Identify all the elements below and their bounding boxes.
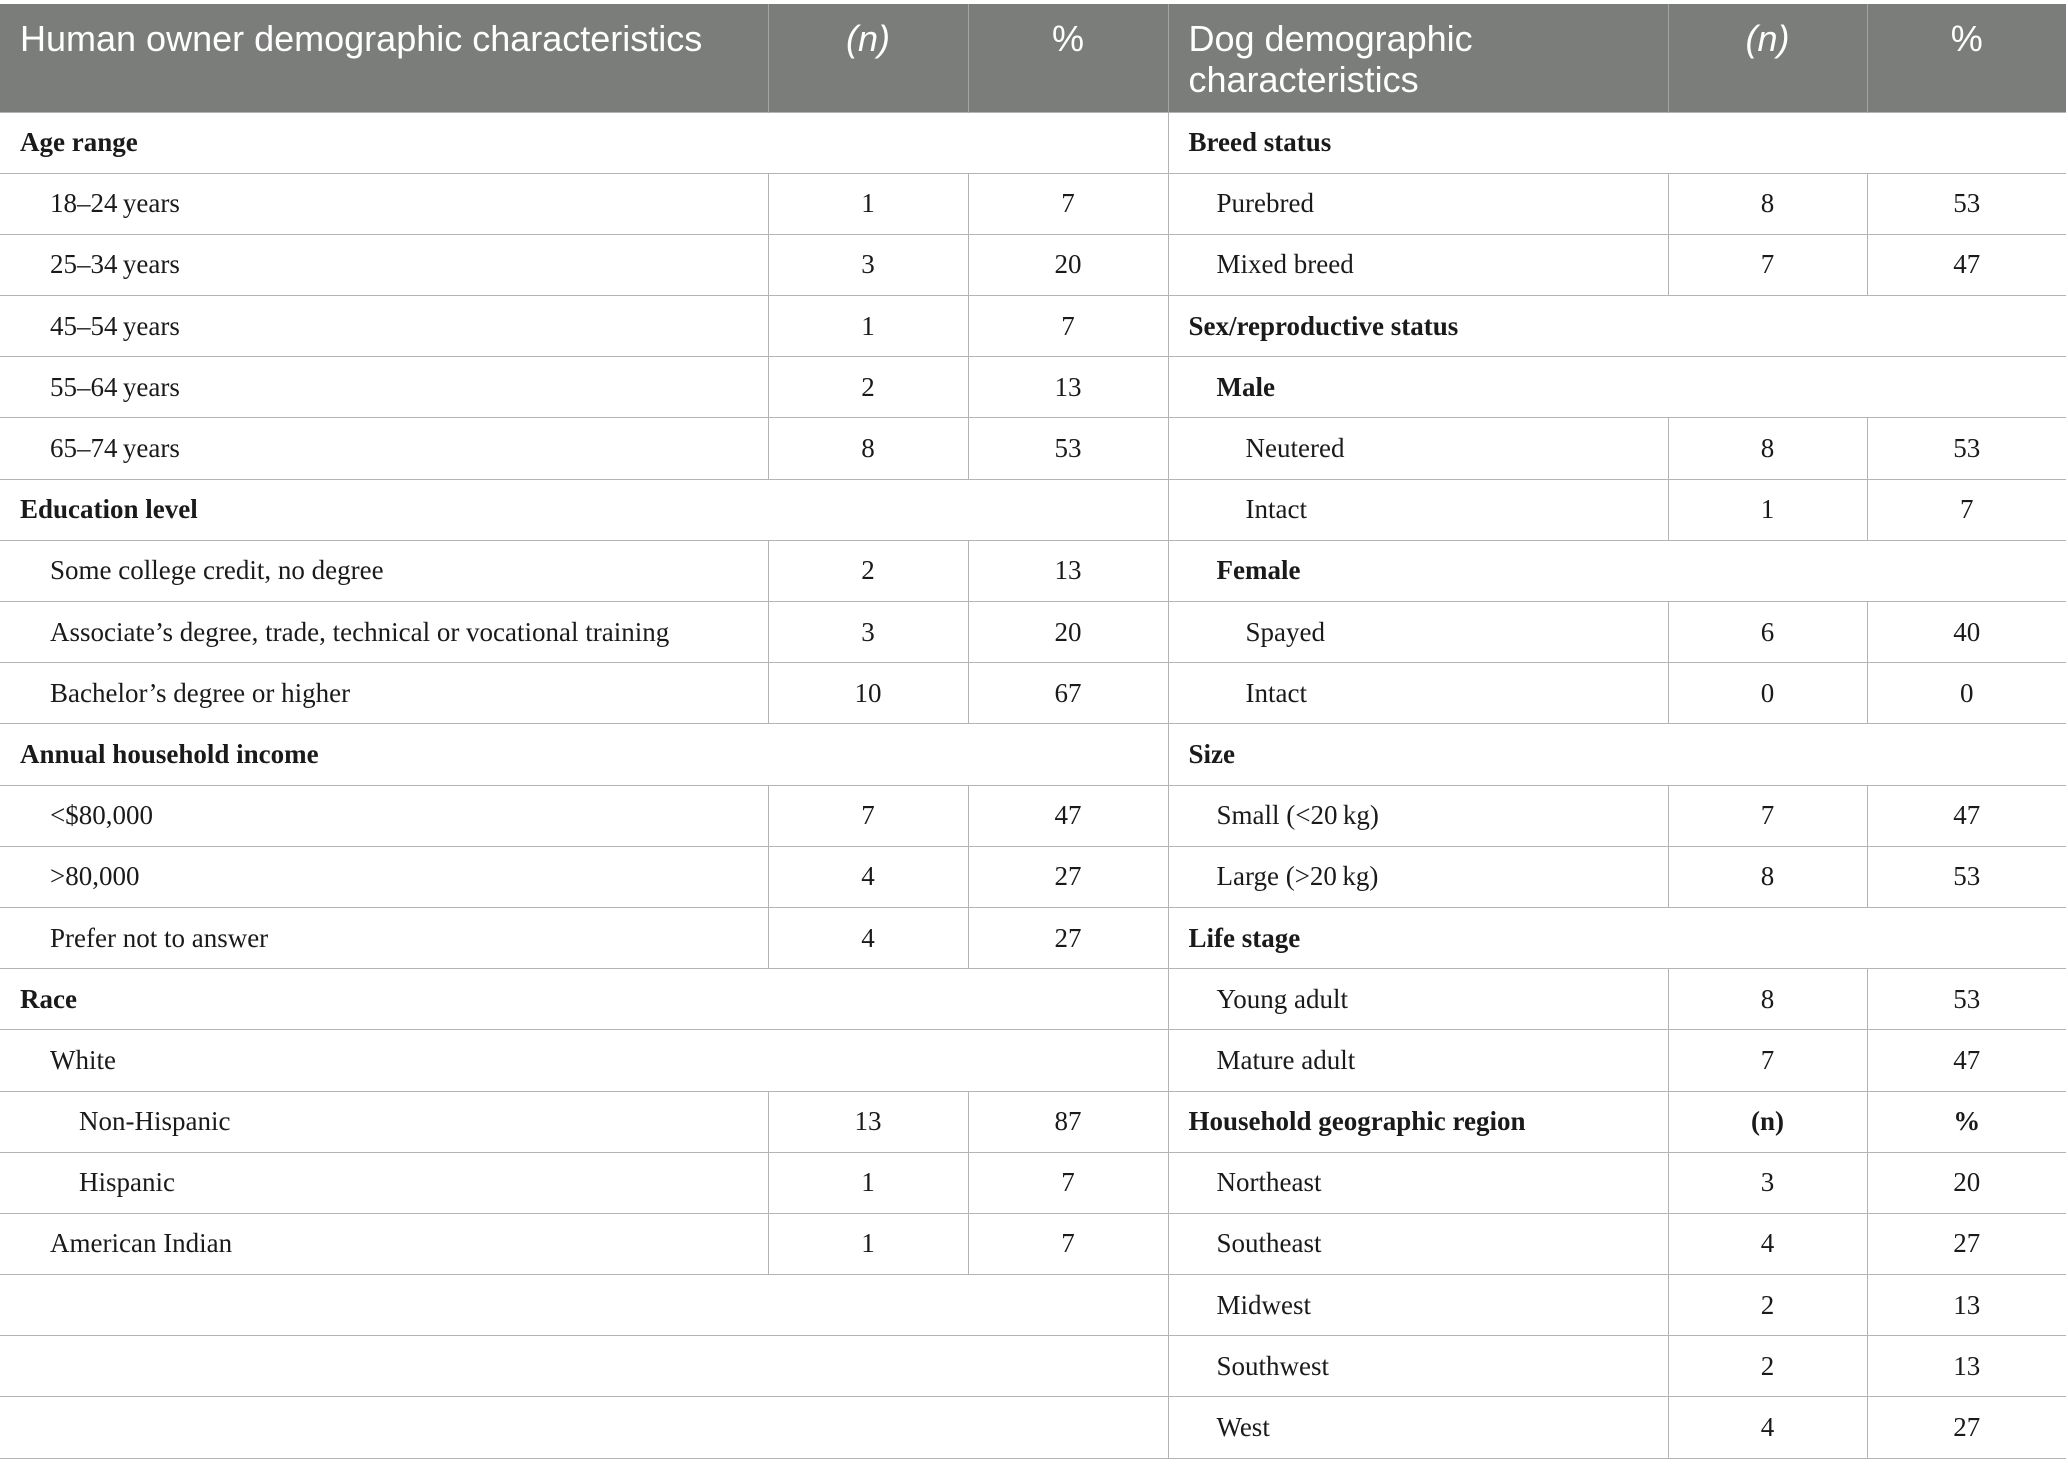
human-row-n: 1 xyxy=(768,1152,968,1213)
table-row xyxy=(0,1213,2066,1274)
category-annual-household-income: Annual household income xyxy=(0,724,1168,785)
human-row-n: 13 xyxy=(768,1091,968,1152)
dog-row-label: Spayed xyxy=(1168,602,1668,663)
table-row xyxy=(0,1030,2066,1091)
human-row-pct: 7 xyxy=(968,173,1168,234)
category-sex-reproductive-status: Sex/reproductive status xyxy=(1168,296,2066,357)
human-row-pct: 47 xyxy=(968,785,1168,846)
category-household-geographic-region: Household geographic region xyxy=(1168,1091,1668,1152)
human-row-label: Associate’s degree, trade, technical or vocational training xyxy=(0,602,768,663)
table-row xyxy=(0,540,2066,601)
dog-row-n: 2 xyxy=(1668,1336,1867,1397)
human-row-n: 7 xyxy=(768,785,968,846)
table-row xyxy=(0,969,2066,1030)
dog-row-pct: 53 xyxy=(1867,173,2066,234)
human-row-pct: 87 xyxy=(968,1091,1168,1152)
table-row xyxy=(0,296,2066,357)
dog-pct-header: % xyxy=(1867,4,2066,112)
human-owner-header: Human owner demographic characteristics xyxy=(0,4,768,112)
dog-row-pct: 47 xyxy=(1867,234,2066,295)
region-n-header: (n) xyxy=(1668,1091,1867,1152)
human-row-label: 55–64 years xyxy=(0,357,768,418)
dog-row-label: Southeast xyxy=(1168,1213,1668,1274)
dog-row-pct: 27 xyxy=(1867,1397,2066,1458)
human-row-n: 4 xyxy=(768,846,968,907)
dog-row-label: Large (>20 kg) xyxy=(1168,846,1668,907)
table-row xyxy=(0,1275,2066,1336)
table-row xyxy=(0,907,2066,968)
human-row-pct: 13 xyxy=(968,540,1168,601)
dog-row-pct: 47 xyxy=(1867,1030,2066,1091)
dog-row-n: 7 xyxy=(1668,234,1867,295)
human-row-pct: 67 xyxy=(968,663,1168,724)
table-row xyxy=(0,724,2066,785)
dog-row-pct: 0 xyxy=(1867,663,2066,724)
dog-row-n: 8 xyxy=(1668,418,1867,479)
table-row xyxy=(0,1091,2066,1152)
human-row-n: 2 xyxy=(768,357,968,418)
human-row-label: 45–54 years xyxy=(0,296,768,357)
human-row-pct: 53 xyxy=(968,418,1168,479)
human-row-pct: 7 xyxy=(968,296,1168,357)
human-row-pct: 7 xyxy=(968,1152,1168,1213)
dog-row-n: 6 xyxy=(1668,602,1867,663)
table-row xyxy=(0,1152,2066,1213)
dog-row-n: 2 xyxy=(1668,1275,1867,1336)
category-education-level: Education level xyxy=(0,479,1168,540)
table-row xyxy=(0,663,2066,724)
dog-row-n: 7 xyxy=(1668,1030,1867,1091)
dog-row-pct: 27 xyxy=(1867,1213,2066,1274)
human-row-label: American Indian xyxy=(0,1213,768,1274)
human-row-pct: 20 xyxy=(968,234,1168,295)
human-row-label: 25–34 years xyxy=(0,234,768,295)
dog-row-pct: 13 xyxy=(1867,1336,2066,1397)
human-row-label: >80,000 xyxy=(0,846,768,907)
dog-row-label: Northeast xyxy=(1168,1152,1668,1213)
dog-row-label: Young adult xyxy=(1168,969,1668,1030)
dog-row-label: Intact xyxy=(1168,663,1668,724)
empty-cell xyxy=(0,1397,1168,1458)
category-size: Size xyxy=(1168,724,2066,785)
dog-row-pct: 7 xyxy=(1867,479,2066,540)
human-row-n: 1 xyxy=(768,173,968,234)
human-row-label: Hispanic xyxy=(0,1152,768,1213)
dog-row-pct: 40 xyxy=(1867,602,2066,663)
dog-row-label: Intact xyxy=(1168,479,1668,540)
table-row xyxy=(0,173,2066,234)
human-row-n: 1 xyxy=(768,296,968,357)
demographics-table-container xyxy=(0,4,2066,1459)
dog-row-pct: 53 xyxy=(1867,846,2066,907)
dog-row-n: 8 xyxy=(1668,173,1867,234)
subcategory-female: Female xyxy=(1168,540,2066,601)
empty-cell xyxy=(0,1275,1168,1336)
human-row-label: Prefer not to answer xyxy=(0,907,768,968)
table-row xyxy=(0,112,2066,173)
human-row-pct: 20 xyxy=(968,602,1168,663)
category-breed-status: Breed status xyxy=(1168,112,2066,173)
dog-row-label: Neutered xyxy=(1168,418,1668,479)
human-row-n: 2 xyxy=(768,540,968,601)
human-pct-header: % xyxy=(968,4,1168,112)
table-row xyxy=(0,418,2066,479)
category-life-stage: Life stage xyxy=(1168,907,2066,968)
dog-row-n: 8 xyxy=(1668,846,1867,907)
dog-row-pct: 53 xyxy=(1867,418,2066,479)
category-age-range: Age range xyxy=(0,112,1168,173)
dog-n-header: (n) xyxy=(1668,4,1867,112)
human-row-pct: 27 xyxy=(968,907,1168,968)
dog-row-n: 4 xyxy=(1668,1213,1867,1274)
dog-row-label: Small (<20 kg) xyxy=(1168,785,1668,846)
table-row xyxy=(0,785,2066,846)
human-row-pct: 27 xyxy=(968,846,1168,907)
region-pct-header: % xyxy=(1867,1091,2066,1152)
dog-row-n: 4 xyxy=(1668,1397,1867,1458)
human-n-header: (n) xyxy=(768,4,968,112)
dog-row-n: 8 xyxy=(1668,969,1867,1030)
human-row-label: Some college credit, no degree xyxy=(0,540,768,601)
dog-row-n: 3 xyxy=(1668,1152,1867,1213)
human-row-label: 65–74 years xyxy=(0,418,768,479)
dog-row-label: West xyxy=(1168,1397,1668,1458)
dog-row-n: 1 xyxy=(1668,479,1867,540)
subcategory-white: White xyxy=(0,1030,1168,1091)
human-row-n: 3 xyxy=(768,602,968,663)
human-row-n: 1 xyxy=(768,1213,968,1274)
dog-row-n: 7 xyxy=(1668,785,1867,846)
dog-row-label: Mixed breed xyxy=(1168,234,1668,295)
human-row-label: Non-Hispanic xyxy=(0,1091,768,1152)
dog-row-pct: 20 xyxy=(1867,1152,2066,1213)
table-row xyxy=(0,234,2066,295)
human-row-label: <$80,000 xyxy=(0,785,768,846)
dog-row-n: 0 xyxy=(1668,663,1867,724)
human-row-n: 8 xyxy=(768,418,968,479)
category-race: Race xyxy=(0,969,1168,1030)
human-row-pct: 7 xyxy=(968,1213,1168,1274)
dog-row-pct: 53 xyxy=(1867,969,2066,1030)
demographics-table xyxy=(0,4,2066,1459)
dog-row-label: Southwest xyxy=(1168,1336,1668,1397)
header-row xyxy=(0,4,2066,112)
table-row xyxy=(0,479,2066,540)
table-row xyxy=(0,1336,2066,1397)
human-row-label: Bachelor’s degree or higher xyxy=(0,663,768,724)
human-row-label: 18–24 years xyxy=(0,173,768,234)
table-row xyxy=(0,357,2066,418)
table-row xyxy=(0,1397,2066,1458)
human-row-pct: 13 xyxy=(968,357,1168,418)
human-row-n: 4 xyxy=(768,907,968,968)
dog-row-label: Mature adult xyxy=(1168,1030,1668,1091)
table-row xyxy=(0,846,2066,907)
table-row xyxy=(0,602,2066,663)
dog-row-pct: 13 xyxy=(1867,1275,2066,1336)
dog-row-label: Midwest xyxy=(1168,1275,1668,1336)
dog-row-pct: 47 xyxy=(1867,785,2066,846)
dog-header: Dog demographic characteristics xyxy=(1168,4,1668,112)
empty-cell xyxy=(0,1336,1168,1397)
dog-row-label: Purebred xyxy=(1168,173,1668,234)
human-row-n: 10 xyxy=(768,663,968,724)
subcategory-male: Male xyxy=(1168,357,2066,418)
human-row-n: 3 xyxy=(768,234,968,295)
